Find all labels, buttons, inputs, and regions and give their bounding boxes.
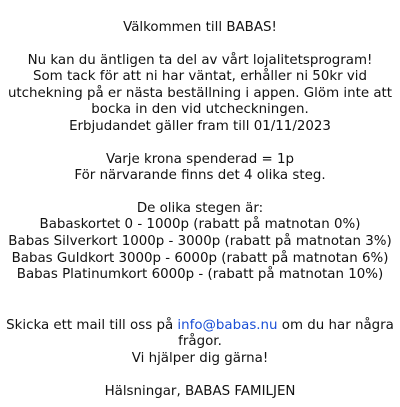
offer-validity: Erbjudandet gäller fram till 01/11/2023	[69, 118, 331, 134]
points-paragraph	[0, 152, 400, 185]
contact-text-after: om du har några	[277, 317, 394, 333]
email-link[interactable]: info@babas.nu	[177, 317, 278, 333]
contact-line: frågor.	[178, 334, 222, 350]
points-rule: Varje krona spenderad = 1p	[105, 151, 295, 167]
intro-line: bocka in den vid utcheckningen.	[91, 102, 309, 118]
level-item-guldkort: Babas Guldkort 3000p - 6000p (rabatt på matnotan 6%)	[11, 250, 389, 266]
level-item-platinumkort: Babas Platinumkort 6000p - (rabatt på matnotan 10%)	[16, 267, 384, 283]
signoff-paragraph	[0, 384, 400, 401]
levels-count: För närvarande finns det 4 olika steg.	[74, 168, 326, 184]
contact-text-before: Skicka ett mail till oss på	[6, 317, 178, 333]
levels-list	[0, 201, 400, 284]
signoff-text: Hälsningar, BABAS FAMILJEN	[104, 383, 296, 399]
contact-line	[0, 318, 400, 335]
help-line: Vi hjälper dig gärna!	[131, 350, 269, 366]
intro-line: Som tack för att ni har väntat, erhåller ni 50kr vid	[32, 69, 367, 85]
intro-line: utchekning på er nästa beställning i appen. Glöm inte att	[7, 85, 393, 101]
greeting-text: Välkommen till BABAS!	[123, 20, 277, 35]
level-item-silverkort: Babas Silverkort 1000p - 3000p (rabatt på matnotan 3%)	[8, 233, 392, 249]
greeting-heading	[0, 20, 400, 37]
intro-line: Nu kan du äntligen ta del av vårt lojalitetsprogram!	[27, 52, 373, 68]
contact-paragraph	[0, 318, 400, 368]
intro-paragraph	[0, 53, 400, 136]
level-item-babaskortet: Babaskortet 0 - 1000p (rabatt på matnotan 0%)	[39, 217, 361, 233]
levels-heading: De olika stegen är:	[136, 200, 264, 216]
